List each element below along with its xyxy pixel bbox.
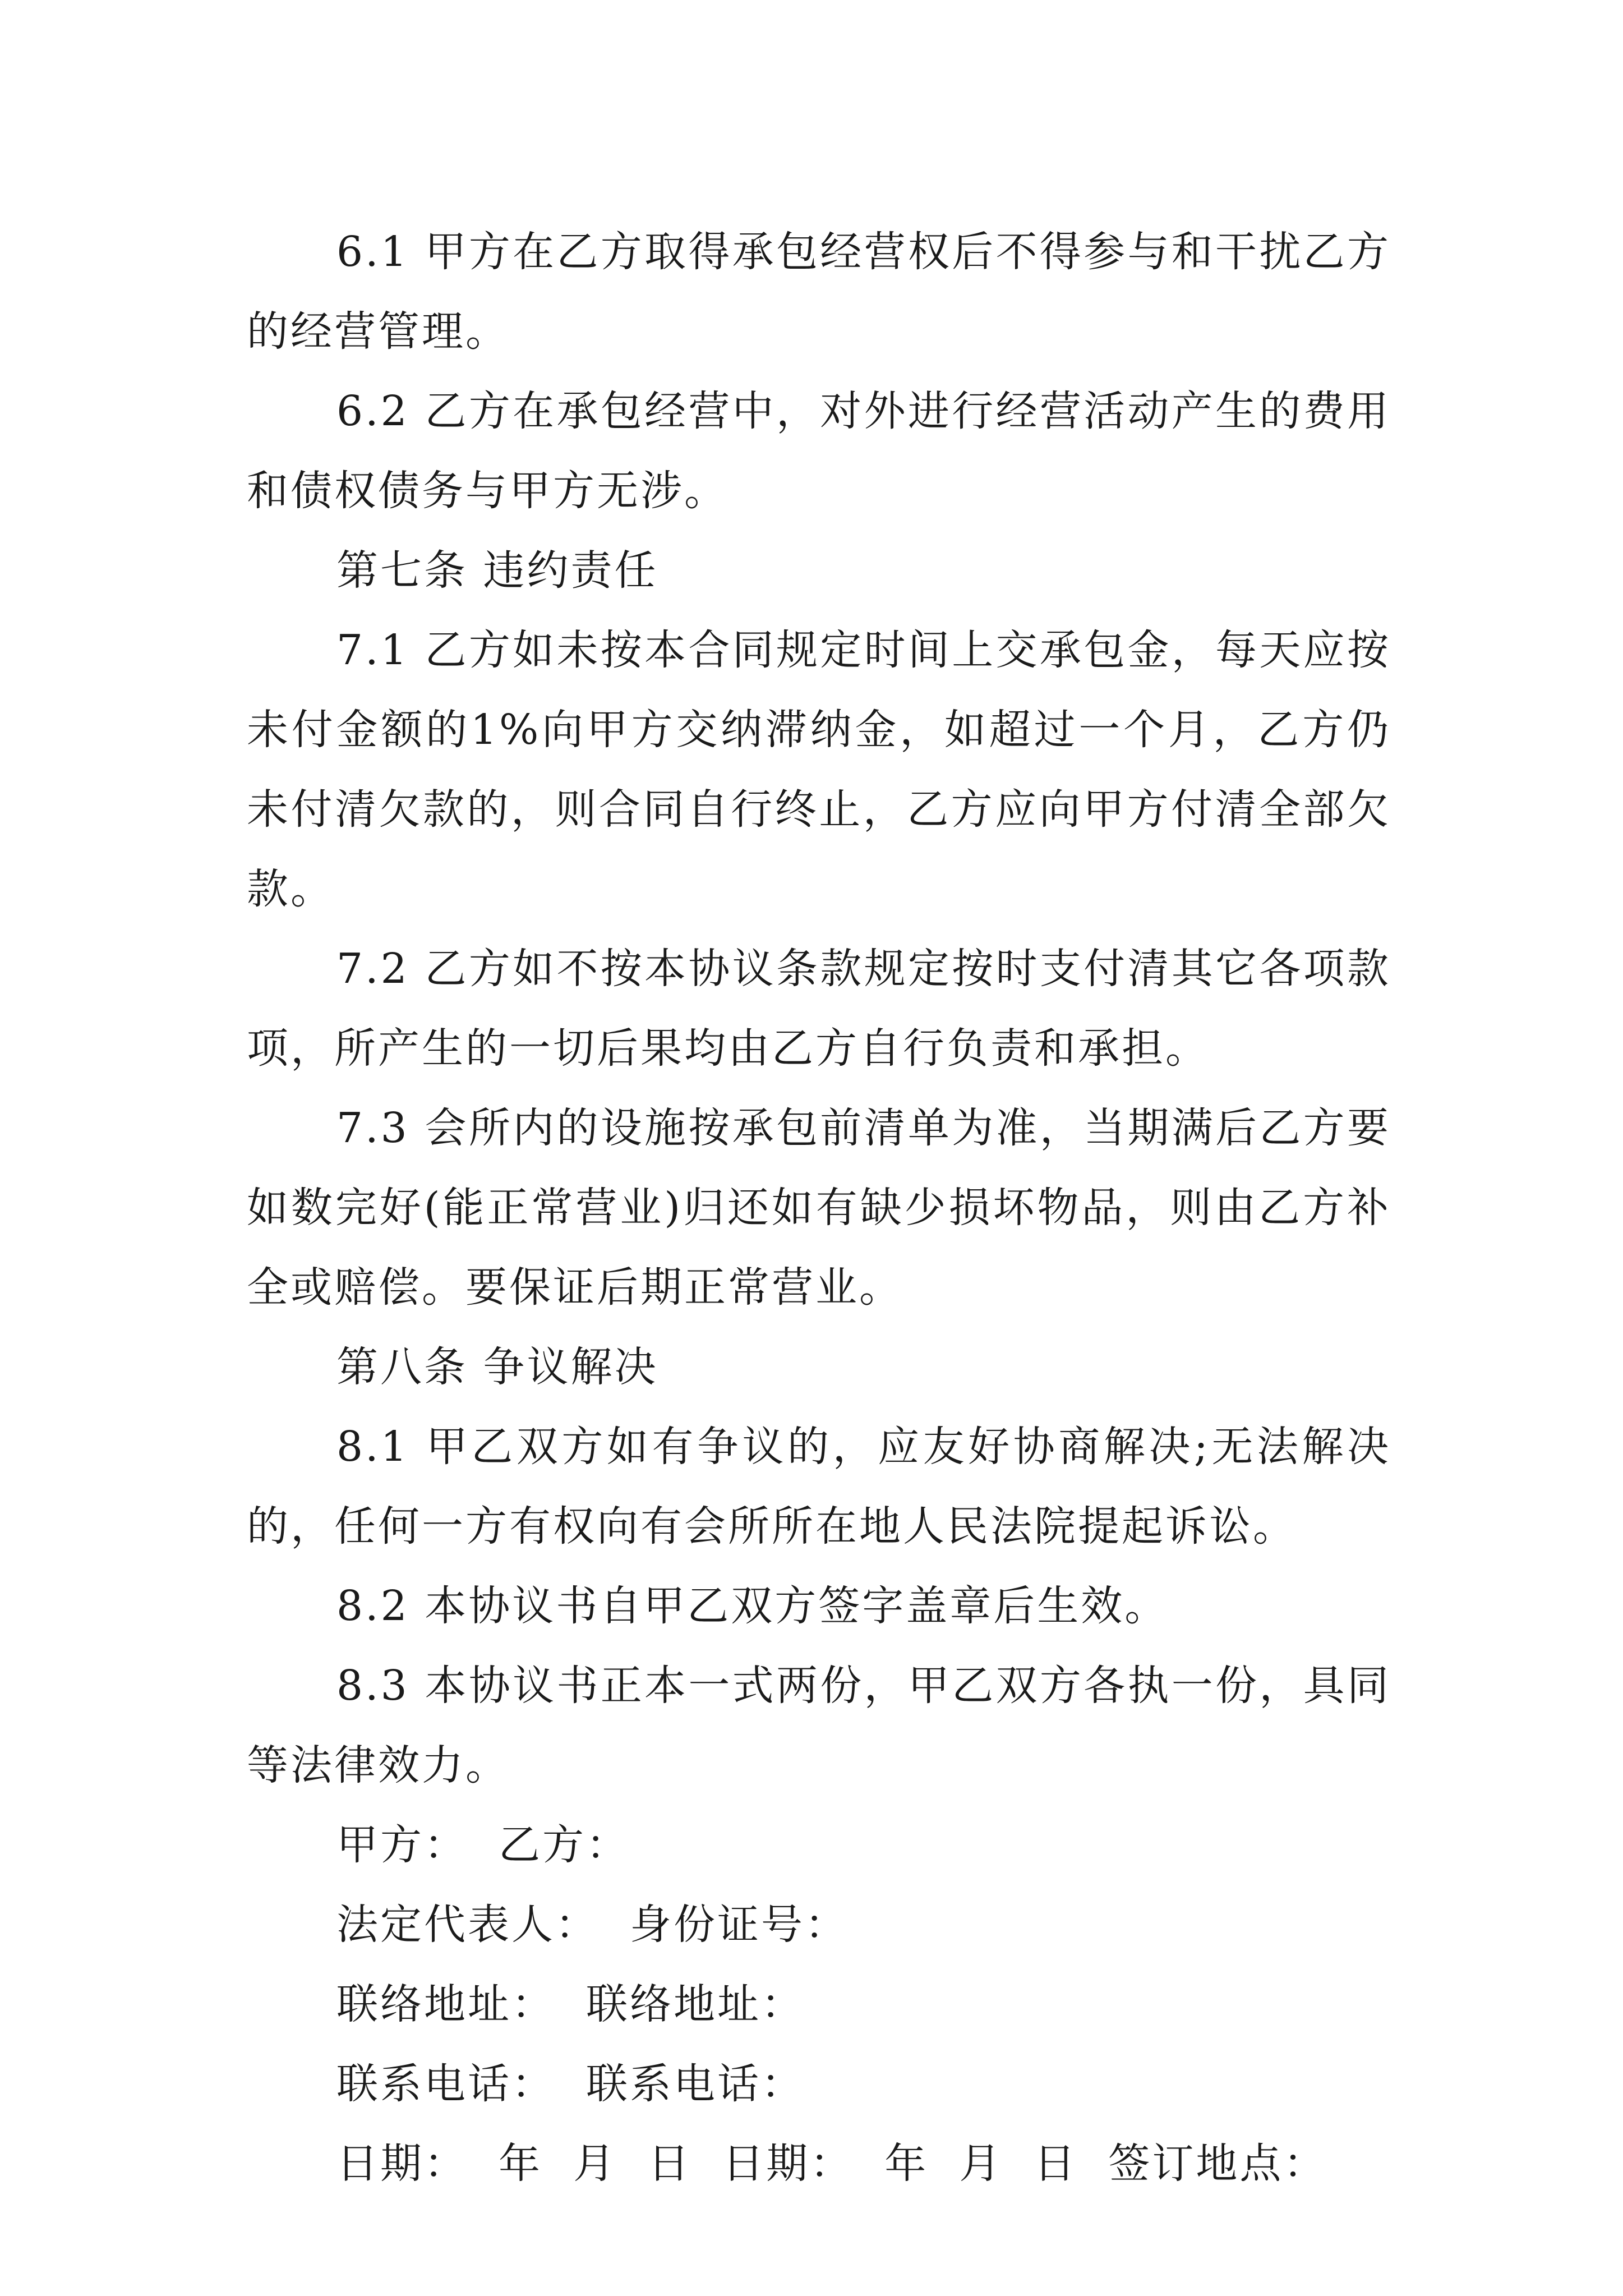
signature-representative: 法定代表人： 身份证号： <box>336 1901 849 1949</box>
clause-6-1: 6.1 甲方在乙方取得承包经营权后不得参与和干扰乙方的经营管理。 <box>247 228 1391 356</box>
clause-7-1: 7.1 乙方如未按本合同规定时间上交承包金，每天应按未付金额的1%向甲方交纳滞纳金，如超过一个月，乙方仍未付清欠款的，则合同自行终止，乙方应向甲方付清全部欠款。 <box>247 626 1391 913</box>
signature-phone: 联系电话： 联系电话： <box>336 2060 805 2108</box>
signature-parties: 甲方： 乙方： <box>336 1821 630 1869</box>
article-8-heading: 第八条 争议解决 <box>336 1343 658 1391</box>
clause-6-2: 6.2 乙方在承包经营中，对外进行经营活动产生的费用和债权债务与甲方无涉。 <box>247 387 1391 515</box>
signature-date-place: 日期： 年 月 日 日期： 年 月 日 签订地点： <box>336 2139 1327 2188</box>
article-7-heading: 第七条 违约责任 <box>336 546 658 595</box>
clause-8-3: 8.3 本协议书正本一式两份，甲乙双方各执一份，具同等法律效力。 <box>247 1662 1391 1789</box>
document-body <box>247 212 1391 2203</box>
clause-8-1: 8.1 甲乙双方如有争议的，应友好协商解决;无法解决的，任何一方有权向有会所所在地人民法院提起诉讼。 <box>247 1423 1391 1550</box>
clause-7-3: 7.3 会所内的设施按承包前清单为准，当期满后乙方要如数完好(能正常营业)归还如有缺少损坏物品，则由乙方补全或赔偿。要保证后期正常营业。 <box>247 1104 1391 1312</box>
signature-address: 联络地址： 联络地址： <box>336 1980 805 2028</box>
clause-8-2: 8.2 本协议书自甲乙双方签字盖章后生效。 <box>336 1582 1169 1630</box>
clause-7-2: 7.2 乙方如不按本协议条款规定按时支付清其它各项款项，所产生的一切后果均由乙方自行负责和承担。 <box>247 945 1391 1073</box>
